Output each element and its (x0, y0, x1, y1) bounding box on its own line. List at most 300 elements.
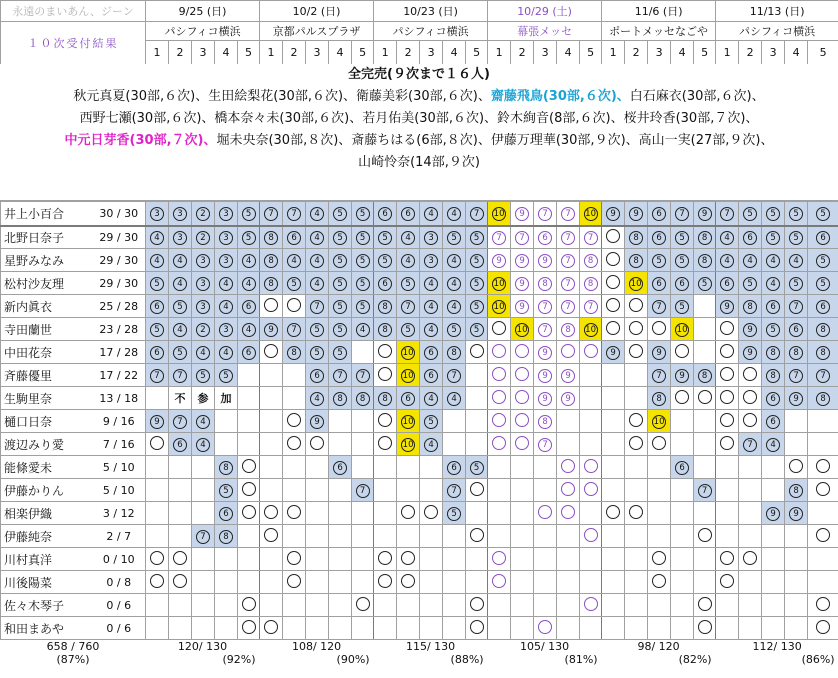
slot-cell (694, 410, 716, 433)
slot-cell (785, 617, 808, 640)
slot-cell (602, 594, 625, 617)
slot-cell (762, 410, 785, 433)
slot-cell (557, 295, 580, 318)
round-number-icon: 10 (585, 324, 596, 335)
part-number: 4 (443, 41, 466, 65)
slot-cell (466, 202, 488, 226)
slot-cell (602, 318, 625, 341)
slot-cell (739, 479, 762, 502)
slot-cell (420, 295, 443, 318)
round-number-icon: 5 (470, 461, 484, 475)
slot-cell (146, 272, 169, 295)
slot-cell (420, 202, 443, 226)
round-number-icon: 7 (173, 369, 187, 383)
slot-cell (716, 341, 739, 364)
slot-cell (557, 617, 580, 640)
round-number-icon: 9 (606, 346, 620, 360)
slot-cell (580, 249, 602, 272)
sold-out-circle-icon (629, 298, 643, 312)
slot-cell (443, 525, 466, 548)
slot-cell (352, 249, 374, 272)
slot-cell (215, 548, 238, 571)
slot-cell (397, 226, 420, 249)
slot-cell (215, 341, 238, 364)
slot-cell (739, 548, 762, 571)
slot-cell (283, 594, 306, 617)
member-score: 3 / 12 (93, 502, 146, 525)
sold-out-circle-icon (287, 436, 301, 450)
round-number-icon: 8 (584, 277, 598, 291)
slot-cell (329, 272, 352, 295)
slot-cell (260, 202, 283, 226)
slot-cell (488, 479, 511, 502)
slot-cell (716, 387, 739, 410)
event-date: 10/2 (日) (260, 1, 374, 22)
round-number-icon: 6 (401, 207, 415, 221)
slot-cell (397, 433, 420, 456)
slot-cell (260, 456, 283, 479)
slot-cell (739, 617, 762, 640)
slot-cell (739, 594, 762, 617)
slot-cell (762, 202, 785, 226)
round-number-icon: 8 (816, 346, 830, 360)
sold-out-circle-icon (629, 344, 643, 358)
slot-cell (739, 202, 762, 226)
round-number-icon: 4 (447, 300, 461, 314)
slot-cell (580, 617, 602, 640)
round-number-icon: 2 (196, 207, 210, 221)
slot-cell (397, 571, 420, 594)
slot-cell (762, 387, 785, 410)
sold-out-circle-icon (515, 413, 529, 427)
slot-cell (329, 387, 352, 410)
sold-out-circle-icon (492, 367, 506, 381)
round-number-icon: 5 (470, 323, 484, 337)
slot-cell (443, 202, 466, 226)
part-number: 2 (511, 41, 534, 65)
slot-cell (283, 571, 306, 594)
member-name: 伊藤かりん (1, 479, 93, 502)
slot-cell (808, 387, 838, 410)
slot-cell (511, 479, 534, 502)
member-score: 0 / 6 (93, 594, 146, 617)
slot-cell (238, 341, 260, 364)
sold-out-circle-icon (470, 528, 484, 542)
slot-cell (443, 272, 466, 295)
round-number-icon: 7 (538, 323, 552, 337)
round-number-icon: 5 (447, 231, 461, 245)
slot-cell (443, 548, 466, 571)
slot-cell (716, 456, 739, 479)
slot-cell (146, 433, 169, 456)
event-date: 10/29 (土) (488, 1, 602, 22)
round-number-icon: 6 (150, 300, 164, 314)
round-number-icon: 6 (720, 277, 734, 291)
sold-out-circle-icon (720, 390, 734, 404)
slot-cell (352, 571, 374, 594)
round-number-icon: 6 (675, 461, 689, 475)
slot-cell (785, 571, 808, 594)
sold-out-circle-icon (287, 298, 301, 312)
footer-event-count: 108/ 120 (291, 640, 342, 653)
part-number: 2 (283, 41, 306, 65)
member-name: 伊藤純奈 (1, 525, 93, 548)
part-number: 3 (762, 41, 785, 65)
member-name: 相楽伊織 (1, 502, 93, 525)
slot-cell (374, 364, 397, 387)
slot-cell (420, 318, 443, 341)
slot-cell (466, 364, 488, 387)
slot-cell (352, 433, 374, 456)
slot-cell (785, 525, 808, 548)
round-number-icon: 3 (424, 254, 438, 268)
slot-cell (808, 525, 838, 548)
round-number-icon: 8 (743, 300, 757, 314)
round-number-icon: 6 (242, 346, 256, 360)
member-name: 川村真洋 (1, 548, 93, 571)
slot-cell (374, 295, 397, 318)
part-number: 2 (397, 41, 420, 65)
round-number-icon: 7 (356, 484, 370, 498)
slot-cell (215, 202, 238, 226)
slot-cell (534, 341, 557, 364)
slot-cell (352, 479, 374, 502)
slot-cell (762, 456, 785, 479)
round-number-icon: 3 (173, 231, 187, 245)
member-score: 0 / 10 (93, 548, 146, 571)
slot-cell (488, 456, 511, 479)
member-row (1, 502, 838, 525)
slot-cell (192, 295, 215, 318)
slot-cell (466, 249, 488, 272)
part-number: 3 (192, 41, 215, 65)
slot-cell (602, 617, 625, 640)
part-number: 1 (260, 41, 283, 65)
slot-cell (785, 249, 808, 272)
footer-event-count: 120/ 130 (177, 640, 228, 653)
slot-cell (466, 525, 488, 548)
part-number: 5 (466, 41, 488, 65)
round-number-icon: 4 (196, 438, 210, 452)
round-number-icon: 8 (789, 346, 803, 360)
sold-out-circle-icon (150, 574, 164, 588)
event-venue: パシフィコ横浜 (146, 22, 260, 41)
sold-out-circle-icon (629, 413, 643, 427)
round-number-icon: 5 (356, 254, 370, 268)
round-number-icon: 5 (743, 277, 757, 291)
sold-out-circle-icon (242, 459, 256, 473)
slot-cell (192, 364, 215, 387)
sold-out-circle-icon (424, 505, 438, 519)
round-number-icon: 7 (150, 369, 164, 383)
slot-cell (260, 341, 283, 364)
round-number-icon: 4 (219, 346, 233, 360)
footer-event-pct: (92%) (222, 653, 256, 666)
slot-cell (443, 617, 466, 640)
round-number-icon: 6 (219, 507, 233, 521)
slot-cell (534, 617, 557, 640)
round-number-icon: 4 (720, 254, 734, 268)
slot-cell (283, 433, 306, 456)
member-name: 井上小百合 (1, 202, 93, 226)
slot-cell (488, 226, 511, 249)
sold-out-circle-icon (492, 390, 506, 404)
slot-cell (260, 364, 283, 387)
footer-event-pct: (90%) (336, 653, 370, 666)
slot-cell (443, 226, 466, 249)
round-number-icon: 8 (629, 254, 643, 268)
sold-out-circle-icon (401, 505, 415, 519)
slot-cell (602, 502, 625, 525)
slot-cell (511, 226, 534, 249)
round-number-icon: 4 (789, 254, 803, 268)
slot-cell (808, 364, 838, 387)
sold-out-circle-icon (470, 597, 484, 611)
slot-cell (808, 617, 838, 640)
round-number-icon: 9 (264, 323, 278, 337)
slot-cell (169, 202, 192, 226)
slot-cell (306, 202, 329, 226)
slot-cell (511, 548, 534, 571)
slot-cell (625, 456, 648, 479)
slot-cell (557, 387, 580, 410)
sold-out-circle-icon (606, 321, 620, 335)
round-number-icon: 5 (310, 323, 324, 337)
slot-cell (716, 479, 739, 502)
round-number-icon: 7 (789, 369, 803, 383)
slot-cell (534, 456, 557, 479)
slot-cell (671, 571, 694, 594)
slot-cell (238, 433, 260, 456)
slot-cell (283, 525, 306, 548)
slot-cell (397, 548, 420, 571)
slot-cell (238, 525, 260, 548)
slot-cell (238, 318, 260, 341)
member-row (1, 410, 838, 433)
slot-cell (420, 249, 443, 272)
sold-out-circle-icon (743, 367, 757, 381)
round-number-icon: 5 (219, 369, 233, 383)
slot-cell (648, 479, 671, 502)
slot-cell (466, 456, 488, 479)
slot-cell (146, 249, 169, 272)
slot-cell (648, 571, 671, 594)
round-number-icon: 5 (447, 323, 461, 337)
slot-cell (488, 502, 511, 525)
member-score: 30 / 30 (93, 202, 146, 226)
slot-cell (466, 410, 488, 433)
round-number-icon: 5 (356, 300, 370, 314)
slot-cell (625, 226, 648, 249)
slot-cell (557, 226, 580, 249)
sold-out-circle-icon (492, 574, 506, 588)
slot-cell (238, 249, 260, 272)
slot-cell (602, 433, 625, 456)
slot-cell (648, 249, 671, 272)
sold-out-circle-icon (606, 275, 620, 289)
slot-cell (557, 272, 580, 295)
sold-out-circle-icon (515, 436, 529, 450)
slot-cell (694, 617, 716, 640)
slot-cell (374, 433, 397, 456)
slot-cell (648, 272, 671, 295)
slot-cell (306, 387, 329, 410)
slot-cell (466, 341, 488, 364)
round-number-icon: 9 (743, 346, 757, 360)
slot-cell (557, 594, 580, 617)
slot-cell (374, 410, 397, 433)
slot-cell (716, 502, 739, 525)
slot-cell (625, 479, 648, 502)
slot-cell (694, 202, 716, 226)
part-number: 3 (534, 41, 557, 65)
slot-cell (808, 202, 838, 226)
round-number-icon: 5 (333, 300, 347, 314)
round-number-icon: 4 (424, 300, 438, 314)
round-number-icon: 4 (424, 277, 438, 291)
sold-out-circle-icon (538, 620, 552, 634)
slot-cell (580, 571, 602, 594)
slot-cell (671, 249, 694, 272)
event-venue: 京都パルスプラザ (260, 22, 374, 41)
round-number-icon: 9 (538, 369, 552, 383)
event-date: 11/6 (日) (602, 1, 716, 22)
slot-cell (306, 571, 329, 594)
slot-cell (443, 571, 466, 594)
round-number-icon: 7 (538, 207, 552, 221)
round-number-icon: 7 (816, 369, 830, 383)
round-number-icon: 8 (629, 231, 643, 245)
slot-cell (146, 202, 169, 226)
round-number-icon: 9 (698, 207, 712, 221)
slot-cell (146, 525, 169, 548)
slot-cell (511, 272, 534, 295)
slot-cell (762, 295, 785, 318)
sold-out-circle-icon (698, 597, 712, 611)
slot-cell (488, 364, 511, 387)
part-number: 2 (625, 41, 648, 65)
sold-out-circle-icon (720, 436, 734, 450)
round-number-icon: 8 (816, 323, 830, 337)
round-number-icon: 9 (538, 392, 552, 406)
slot-cell (739, 502, 762, 525)
sold-out-circle-icon (606, 229, 620, 243)
slot-cell (534, 502, 557, 525)
slot-cell (192, 272, 215, 295)
sold-out-circle-icon (584, 528, 598, 542)
member-score: 13 / 18 (93, 387, 146, 410)
member-row (1, 226, 838, 249)
slot-cell (215, 594, 238, 617)
slot-cell (739, 249, 762, 272)
member-score: 0 / 6 (93, 617, 146, 640)
slot-cell (557, 502, 580, 525)
sold-out-circle-icon (816, 482, 830, 496)
sold-out-circle-icon (629, 321, 643, 335)
round-number-icon: 9 (515, 254, 529, 268)
round-number-icon: 3 (196, 254, 210, 268)
round-number-icon: 5 (333, 323, 347, 337)
slot-cell (511, 502, 534, 525)
slot-cell (602, 525, 625, 548)
slot-cell (466, 318, 488, 341)
slot-cell (534, 433, 557, 456)
slot-cell (739, 226, 762, 249)
round-number-icon: 4 (242, 277, 256, 291)
slot-cell (488, 295, 511, 318)
slot-cell (762, 272, 785, 295)
sold-out-circle-icon (150, 551, 164, 565)
part-number: 5 (352, 41, 374, 65)
slot-cell (215, 295, 238, 318)
slot-cell (716, 617, 739, 640)
slot-cell (648, 617, 671, 640)
slot-cell (785, 594, 808, 617)
part-number: 3 (420, 41, 443, 65)
slot-cell (671, 341, 694, 364)
slot-cell (739, 433, 762, 456)
round-number-icon: 10 (402, 416, 414, 427)
slot-cell (397, 295, 420, 318)
part-number: 2 (169, 41, 192, 65)
sold-out-circle-icon (515, 390, 529, 404)
slot-cell (466, 594, 488, 617)
round-number-icon: 5 (242, 207, 256, 221)
slot-cell (625, 364, 648, 387)
sold-out-circle-icon (720, 574, 734, 588)
part-number: 5 (694, 41, 716, 65)
sold-out-circle-icon (652, 574, 666, 588)
slot-cell (534, 410, 557, 433)
slot-cell (283, 502, 306, 525)
slot-cell (808, 295, 838, 318)
sold-out-circle-icon (264, 528, 278, 542)
slot-cell (397, 272, 420, 295)
member-score: 29 / 30 (93, 226, 146, 249)
round-number-icon: 10 (630, 278, 642, 289)
slot-cell (443, 249, 466, 272)
round-number-icon: 6 (538, 231, 552, 245)
slot-cell (329, 249, 352, 272)
round-number-icon: 7 (196, 530, 210, 544)
slot-cell (397, 410, 420, 433)
summary-line-1 (0, 86, 838, 108)
round-number-icon: 10 (653, 416, 665, 427)
slot-cell (808, 433, 838, 456)
round-number-icon: 5 (698, 277, 712, 291)
round-number-icon: 5 (652, 254, 666, 268)
part-number: 4 (785, 41, 808, 65)
slot-cell (466, 479, 488, 502)
round-number-icon: 5 (766, 323, 780, 337)
slot-cell (716, 295, 739, 318)
round-number-icon: 7 (538, 438, 552, 452)
round-number-icon: 6 (150, 346, 164, 360)
slot-cell (511, 295, 534, 318)
round-number-icon: 5 (333, 254, 347, 268)
slot-cell (694, 249, 716, 272)
slot-cell (420, 617, 443, 640)
slot-cell (739, 456, 762, 479)
round-number-icon: 10 (676, 324, 688, 335)
slot-cell (580, 525, 602, 548)
slot-cell (374, 617, 397, 640)
sold-out-circle-icon (470, 344, 484, 358)
event-venue: パシフィコ横浜 (716, 22, 838, 41)
event-venue: ポートメッセなごや (602, 22, 716, 41)
member-row (1, 318, 838, 341)
slot-cell (420, 364, 443, 387)
